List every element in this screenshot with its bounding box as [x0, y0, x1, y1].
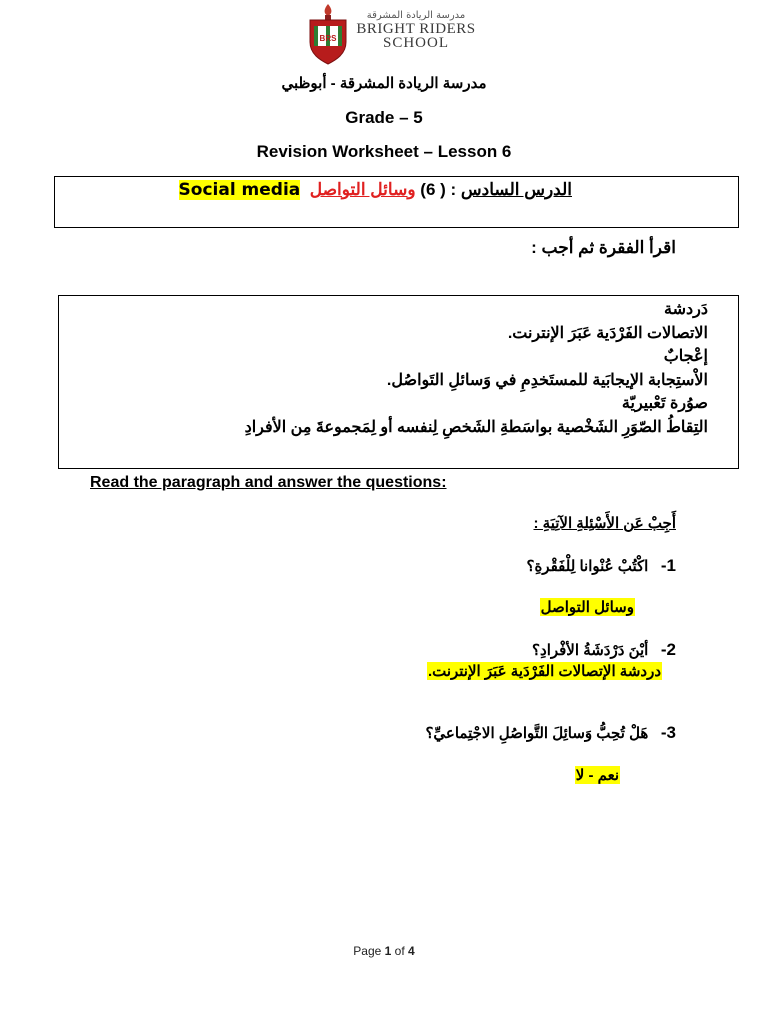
- page-current: 1: [384, 944, 392, 958]
- lesson-number: : ( 6): [415, 180, 461, 199]
- school-crest-icon: [306, 2, 350, 66]
- lesson-arabic-title: وسائل التواصل: [309, 180, 416, 199]
- question-number: 2-: [660, 640, 676, 659]
- question-1: [526, 556, 676, 576]
- svg-text:BRS: BRS: [319, 34, 337, 43]
- vocab-line: إعْجابٌ: [663, 348, 708, 365]
- answer-1: وسائل التواصل: [540, 599, 634, 616]
- footer-prefix: Page: [353, 944, 385, 958]
- answer-3: نعم - لا: [575, 767, 619, 784]
- logo-english-line2: SCHOOL: [382, 35, 449, 51]
- question-2: [532, 640, 676, 660]
- worksheet-title: Revision Worksheet – Lesson 6: [256, 142, 512, 161]
- page-total: 4: [408, 944, 415, 958]
- page-footer: [0, 944, 768, 958]
- lesson-title: [179, 180, 572, 200]
- grade-heading: Grade – 5: [345, 108, 423, 127]
- question-text: اكْتُبْ عُنْوانا لِلْفَقْرةِ؟: [526, 558, 649, 575]
- vocab-line: التِقاطُ الصّوَرِ الشَخْصية بواسَطةِ الشَخصِ لِنفسه أو لِمَجموعةَ مِن الأفرادِ: [244, 418, 708, 436]
- vocabulary-list: [245, 298, 708, 439]
- question-number: 1-: [660, 556, 676, 575]
- vocab-line: صوُرة تَعْبيريّة: [621, 395, 708, 412]
- answer-heading: أَجِبْ عَن الأَسْئِلةِ الآتِيَةِ :: [533, 515, 676, 532]
- logo-english-line1: BRIGHT RIDERS: [356, 21, 476, 37]
- vocab-line: دَردشة: [664, 301, 708, 318]
- logo-arabic: مدرسة الريادة المشرقة: [366, 10, 466, 21]
- question-text: هَلْ تُحِبُّ وَسائِلَ التَّواصُلِ الاجْتِماعيِّ؟: [425, 725, 649, 742]
- school-logo: [300, 2, 480, 66]
- lesson-prefix: الدرس السادس: [460, 180, 572, 199]
- question-text: أيْنَ دَرْدَشَةُ الأفْرادِ؟: [532, 642, 649, 659]
- instruction-arabic: اقرأ الفقرة ثم أجب :: [531, 238, 676, 257]
- vocab-line: الاتصالات الفَرْدَية عَبَرَ الإنترنت.: [507, 324, 708, 342]
- logo-text: [356, 10, 476, 52]
- question-3: [425, 723, 676, 743]
- answer-2: دردشة الإتصالات الفَرْدَية عَبَرَ الإنترنت.: [427, 663, 661, 680]
- vocab-line: الاْستِجابة الإيجابَية للمستَخدِمِ في وَسائلِ التَواصُل.: [386, 371, 708, 389]
- footer-middle: of: [391, 944, 409, 958]
- instruction-english: Read the paragraph and answer the questions:: [90, 474, 447, 491]
- lesson-english-title: Social media: [178, 180, 301, 200]
- question-number: 3-: [660, 723, 676, 742]
- school-name-arabic: مدرسة الريادة المشرقة - أبوظبي: [281, 75, 487, 92]
